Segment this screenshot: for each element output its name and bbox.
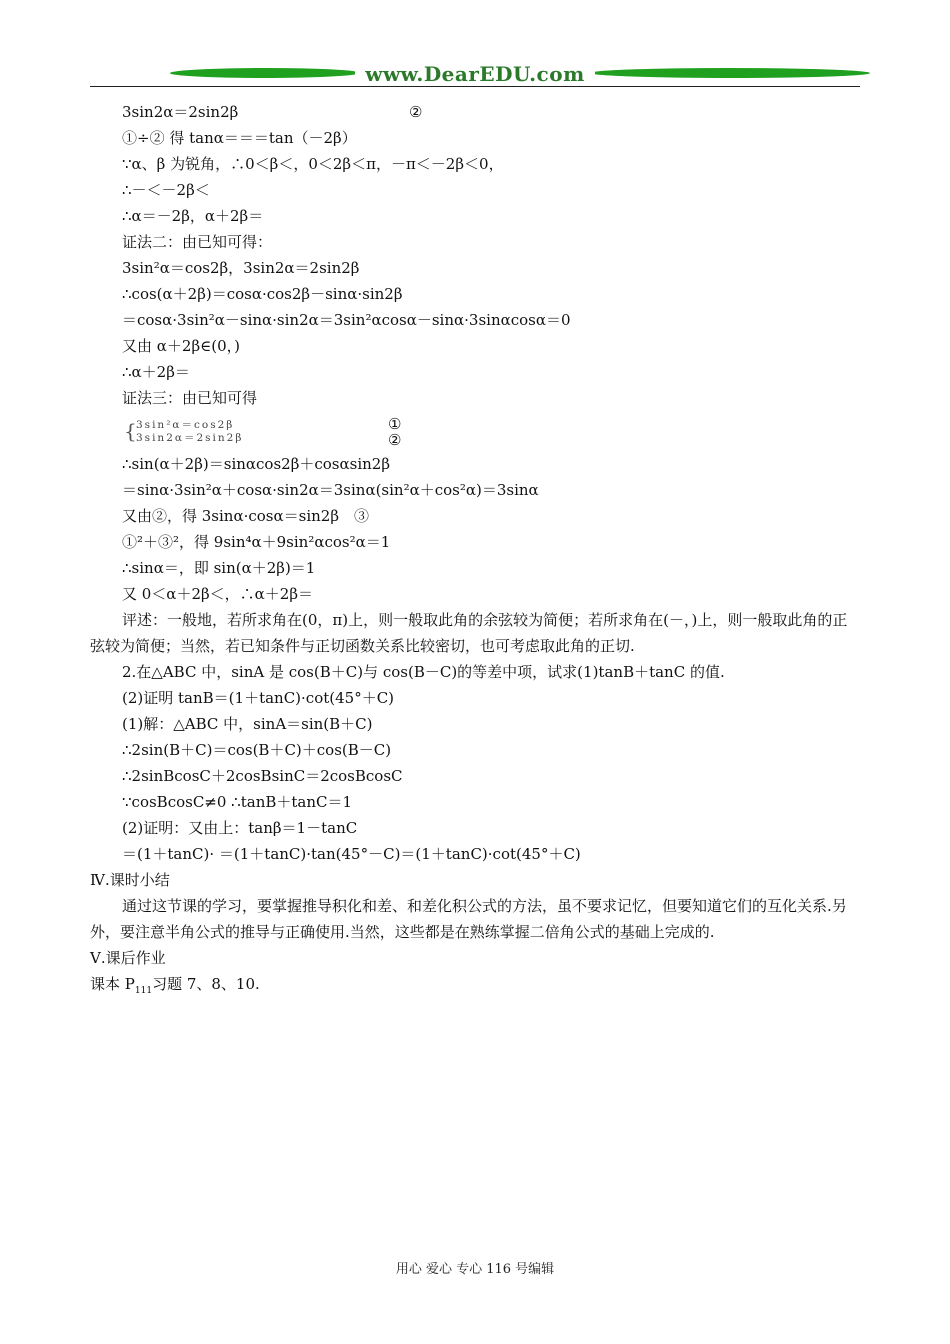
homework-page-number: 111 bbox=[134, 986, 153, 996]
header-rule bbox=[90, 86, 860, 87]
text-line: 又 0＜α＋2β＜，∴α＋2β＝ bbox=[122, 585, 314, 603]
text-line: 又由 α＋2β∈(0，) bbox=[122, 337, 240, 355]
homework-suffix: 习题 7、8、10. bbox=[152, 975, 260, 993]
problem-line: ∴2sin(B＋C)＝cos(B＋C)＋cos(B－C) bbox=[122, 741, 392, 759]
text-line: ①²＋③²，得 9sin⁴α＋9sin²αcos²α＝1 bbox=[122, 533, 391, 551]
eq-marker: ① bbox=[388, 415, 402, 433]
text-line: ＝sinα·3sin²α＋cosα·sin2α＝3sinα(sin²α＋cos²α)＝3sinα bbox=[122, 481, 539, 499]
system-eq-2: 3sin2α＝2sin2β bbox=[136, 432, 244, 444]
section-heading: Ⅴ.课后作业 bbox=[90, 949, 166, 967]
page-header bbox=[90, 60, 860, 90]
problem-line: ＝(1＋tanC)· ＝(1＋tanC)·tan(45°－C)＝(1＋tanC)·cot(45°＋C) bbox=[122, 845, 581, 863]
text-line: 又由②，得 3sinα·cosα＝sin2β ③ bbox=[122, 507, 369, 525]
text-line: ①÷② 得 tanα＝＝＝tan（－2β） bbox=[122, 129, 357, 147]
text-line: ∵α、β 为锐角，∴0＜β＜，0＜2β＜π，－π＜－2β＜0， bbox=[122, 155, 504, 173]
text-line: ∴cos(α＋2β)＝cosα·cos2β－sinα·sin2β bbox=[122, 285, 403, 303]
text-line: ∴sin(α＋2β)＝sinαcos2β＋cosαsin2β bbox=[122, 455, 391, 473]
section-heading: Ⅳ.课时小结 bbox=[90, 871, 170, 889]
eq-marker: ② bbox=[409, 103, 423, 121]
text-line: ∴α＝－2β，α＋2β＝ bbox=[122, 207, 264, 225]
equation-system bbox=[90, 411, 860, 451]
text-line: 证法二：由已知可得： bbox=[122, 233, 273, 251]
problem-line: ∵cosBcosC≠0 ∴tanB＋tanC＝1 bbox=[122, 793, 353, 811]
text-line: 3sin²α＝cos2β，3sin2α＝2sin2β bbox=[122, 259, 360, 277]
site-logo: www.DearEDU.com bbox=[355, 62, 595, 86]
problem-line: (2)证明 tanB＝(1＋tanC)·cot(45°＋C) bbox=[122, 689, 395, 707]
text-line: ＝cosα·3sin²α－sinα·sin2α＝3sin²αcosα－sinα·3sinαcosα＝0 bbox=[122, 311, 571, 329]
comment-paragraph: 评述：一般地，若所求角在(0，π)上，则一般取此角的余弦较为简便；若所求角在(－，)上，则一般取此角的正弦较为简便；当然，若已知条件与正切函数关系比较密切，也可考虑取此角的正切. bbox=[90, 611, 848, 655]
text-line: 3sin2α＝2sin2β bbox=[122, 103, 239, 121]
summary-paragraph: 通过这节课的学习，要掌握推导积化和差、和差化积公式的方法，虽不要求记忆，但要知道它们的互化关系.另外，要注意半角公式的推导与正确使用.当然，这些都是在熟练掌握二倍角公式的基础上完成的. bbox=[90, 897, 847, 941]
homework-prefix: 课本 P bbox=[90, 975, 135, 993]
problem-line: (1)解：△ABC 中，sinA＝sin(B＋C) bbox=[122, 715, 373, 733]
eq-marker: ② bbox=[388, 431, 402, 449]
text-line: ∴α＋2β＝ bbox=[122, 363, 190, 381]
homework-line bbox=[90, 971, 860, 997]
system-brace: { bbox=[124, 419, 137, 443]
problem-line: 2.在△ABC 中，sinA 是 cos(B＋C)与 cos(B－C)的等差中项，试求(1)tanB＋tanC 的值. bbox=[122, 663, 725, 681]
page-footer: 用心 爱心 专心 116 号编辑 bbox=[395, 1262, 555, 1277]
system-eq-1: 3sin²α＝cos2β bbox=[136, 419, 235, 431]
green-swoosh-right bbox=[588, 68, 871, 78]
text-line: 证法三：由已知可得 bbox=[122, 389, 258, 407]
problem-line: ∴2sinBcosC＋2cosBsinC＝2cosBcosC bbox=[122, 767, 403, 785]
problem-line: (2)证明：又由上：tanβ＝1－tanC bbox=[122, 819, 358, 837]
text-line: ∴－＜－2β＜ bbox=[122, 181, 210, 199]
document-body bbox=[90, 99, 860, 997]
green-swoosh-left bbox=[168, 68, 361, 78]
text-line: ∴sinα＝，即 sin(α＋2β)＝1 bbox=[122, 559, 316, 577]
